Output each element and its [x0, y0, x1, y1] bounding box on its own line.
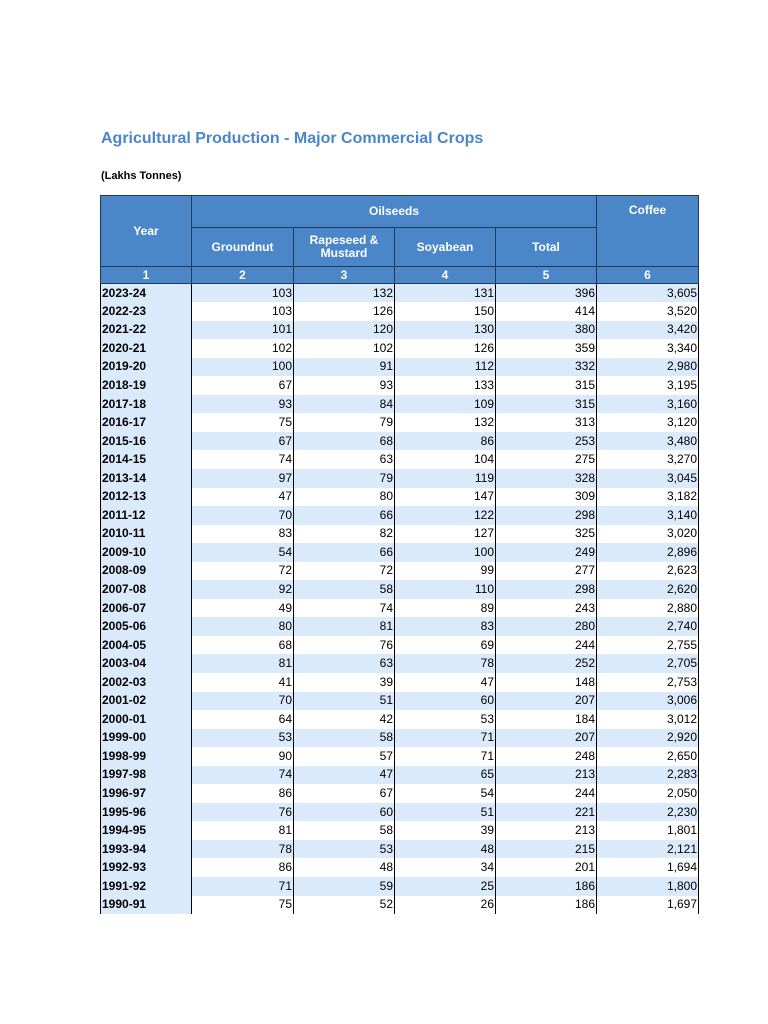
groundnut-cell: 100	[192, 358, 294, 377]
total-cell: 248	[496, 747, 597, 766]
table-row	[101, 321, 699, 340]
rapeseed-cell: 60	[294, 803, 395, 822]
rapeseed-cell: 57	[294, 747, 395, 766]
rapeseed-cell: 93	[294, 376, 395, 395]
page-title: Agricultural Production - Major Commercial Crops	[101, 130, 484, 147]
groundnut-cell: 67	[192, 376, 294, 395]
year-cell: 1999-00	[101, 729, 192, 748]
total-cell: 298	[496, 580, 597, 599]
year-cell: 1998-99	[101, 747, 192, 766]
total-cell: 315	[496, 376, 597, 395]
total-cell: 184	[496, 710, 597, 729]
year-cell: 2006-07	[101, 599, 192, 618]
groundnut-cell: 92	[192, 580, 294, 599]
column-number: 3	[294, 267, 395, 284]
coffee-cell: 3,012	[597, 710, 699, 729]
header-coffee: Coffee	[597, 196, 699, 267]
rapeseed-cell: 76	[294, 636, 395, 655]
table-row	[101, 302, 699, 321]
rapeseed-cell: 120	[294, 321, 395, 340]
table-row	[101, 358, 699, 377]
coffee-cell: 2,623	[597, 562, 699, 581]
table-row	[101, 710, 699, 729]
soyabean-cell: 69	[395, 636, 496, 655]
header-soyabean: Soyabean	[395, 228, 496, 267]
total-cell: 315	[496, 395, 597, 414]
soyabean-cell: 99	[395, 562, 496, 581]
soyabean-cell: 119	[395, 469, 496, 488]
year-cell: 2020-21	[101, 339, 192, 358]
coffee-cell: 3,006	[597, 692, 699, 711]
soyabean-cell: 65	[395, 766, 496, 785]
year-cell: 1992-93	[101, 858, 192, 877]
groundnut-cell: 71	[192, 877, 294, 896]
coffee-cell: 2,620	[597, 580, 699, 599]
coffee-cell: 3,160	[597, 395, 699, 414]
groundnut-cell: 68	[192, 636, 294, 655]
groundnut-cell: 103	[192, 284, 294, 303]
rapeseed-cell: 63	[294, 450, 395, 469]
table-row	[101, 840, 699, 859]
rapeseed-cell: 52	[294, 896, 395, 915]
rapeseed-cell: 72	[294, 562, 395, 581]
rapeseed-cell: 74	[294, 599, 395, 618]
header-rapeseed-line1: Rapeseed &	[309, 233, 379, 247]
year-cell: 2007-08	[101, 580, 192, 599]
rapeseed-cell: 79	[294, 413, 395, 432]
year-cell: 1995-96	[101, 803, 192, 822]
coffee-cell: 2,705	[597, 654, 699, 673]
total-cell: 186	[496, 877, 597, 896]
year-cell: 2012-13	[101, 488, 192, 507]
year-cell: 2022-23	[101, 302, 192, 321]
total-cell: 243	[496, 599, 597, 618]
total-cell: 313	[496, 413, 597, 432]
rapeseed-cell: 81	[294, 617, 395, 636]
coffee-cell: 2,755	[597, 636, 699, 655]
data-table	[100, 195, 699, 914]
rapeseed-cell: 58	[294, 821, 395, 840]
groundnut-cell: 76	[192, 803, 294, 822]
total-cell: 148	[496, 673, 597, 692]
rapeseed-cell: 91	[294, 358, 395, 377]
column-number: 6	[597, 267, 699, 284]
table-row	[101, 766, 699, 785]
groundnut-cell: 101	[192, 321, 294, 340]
soyabean-cell: 130	[395, 321, 496, 340]
total-cell: 359	[496, 339, 597, 358]
total-cell: 249	[496, 543, 597, 562]
total-cell: 215	[496, 840, 597, 859]
coffee-cell: 1,800	[597, 877, 699, 896]
year-cell: 1996-97	[101, 784, 192, 803]
rapeseed-cell: 66	[294, 506, 395, 525]
groundnut-cell: 53	[192, 729, 294, 748]
table-row	[101, 896, 699, 915]
soyabean-cell: 71	[395, 729, 496, 748]
table-row	[101, 395, 699, 414]
soyabean-cell: 132	[395, 413, 496, 432]
total-cell: 396	[496, 284, 597, 303]
total-cell: 201	[496, 858, 597, 877]
coffee-cell: 2,230	[597, 803, 699, 822]
header-total: Total	[496, 228, 597, 267]
year-cell: 2002-03	[101, 673, 192, 692]
column-number: 2	[192, 267, 294, 284]
rapeseed-cell: 59	[294, 877, 395, 896]
column-number: 1	[101, 267, 192, 284]
groundnut-cell: 97	[192, 469, 294, 488]
soyabean-cell: 104	[395, 450, 496, 469]
soyabean-cell: 78	[395, 654, 496, 673]
year-cell: 1993-94	[101, 840, 192, 859]
rapeseed-cell: 48	[294, 858, 395, 877]
rapeseed-cell: 42	[294, 710, 395, 729]
soyabean-cell: 60	[395, 692, 496, 711]
rapeseed-cell: 51	[294, 692, 395, 711]
groundnut-cell: 64	[192, 710, 294, 729]
table-row	[101, 284, 699, 303]
table-row	[101, 821, 699, 840]
groundnut-cell: 81	[192, 654, 294, 673]
total-cell: 277	[496, 562, 597, 581]
total-cell: 213	[496, 766, 597, 785]
soyabean-cell: 83	[395, 617, 496, 636]
coffee-cell: 2,283	[597, 766, 699, 785]
table-row	[101, 599, 699, 618]
total-cell: 252	[496, 654, 597, 673]
table-row	[101, 803, 699, 822]
total-cell: 325	[496, 525, 597, 544]
groundnut-cell: 81	[192, 821, 294, 840]
column-number: 5	[496, 267, 597, 284]
rapeseed-cell: 63	[294, 654, 395, 673]
rapeseed-cell: 47	[294, 766, 395, 785]
total-cell: 213	[496, 821, 597, 840]
soyabean-cell: 110	[395, 580, 496, 599]
groundnut-cell: 78	[192, 840, 294, 859]
groundnut-cell: 86	[192, 784, 294, 803]
rapeseed-cell: 68	[294, 432, 395, 451]
groundnut-cell: 83	[192, 525, 294, 544]
coffee-cell: 2,880	[597, 599, 699, 618]
soyabean-cell: 127	[395, 525, 496, 544]
groundnut-cell: 86	[192, 858, 294, 877]
coffee-cell: 3,195	[597, 376, 699, 395]
rapeseed-cell: 102	[294, 339, 395, 358]
soyabean-cell: 109	[395, 395, 496, 414]
groundnut-cell: 103	[192, 302, 294, 321]
header-groundnut: Groundnut	[192, 228, 294, 267]
table-row	[101, 339, 699, 358]
rapeseed-cell: 79	[294, 469, 395, 488]
total-cell: 309	[496, 488, 597, 507]
total-cell: 253	[496, 432, 597, 451]
rapeseed-cell: 53	[294, 840, 395, 859]
table-row	[101, 543, 699, 562]
table-row	[101, 580, 699, 599]
soyabean-cell: 51	[395, 803, 496, 822]
groundnut-cell: 72	[192, 562, 294, 581]
year-cell: 1991-92	[101, 877, 192, 896]
coffee-cell: 1,801	[597, 821, 699, 840]
table-row	[101, 488, 699, 507]
coffee-cell: 2,650	[597, 747, 699, 766]
coffee-cell: 2,753	[597, 673, 699, 692]
table-row	[101, 506, 699, 525]
coffee-cell: 3,480	[597, 432, 699, 451]
coffee-cell: 3,340	[597, 339, 699, 358]
column-number: 4	[395, 267, 496, 284]
table-row	[101, 450, 699, 469]
rapeseed-cell: 66	[294, 543, 395, 562]
soyabean-cell: 53	[395, 710, 496, 729]
coffee-cell: 3,182	[597, 488, 699, 507]
soyabean-cell: 112	[395, 358, 496, 377]
table-row	[101, 747, 699, 766]
column-number-row	[101, 267, 699, 284]
soyabean-cell: 147	[395, 488, 496, 507]
total-cell: 414	[496, 302, 597, 321]
coffee-cell: 3,140	[597, 506, 699, 525]
coffee-cell: 3,045	[597, 469, 699, 488]
total-cell: 298	[496, 506, 597, 525]
coffee-cell: 3,020	[597, 525, 699, 544]
year-cell: 2004-05	[101, 636, 192, 655]
total-cell: 244	[496, 636, 597, 655]
soyabean-cell: 150	[395, 302, 496, 321]
rapeseed-cell: 84	[294, 395, 395, 414]
table-row	[101, 877, 699, 896]
rapeseed-cell: 82	[294, 525, 395, 544]
year-cell: 1994-95	[101, 821, 192, 840]
groundnut-cell: 70	[192, 692, 294, 711]
coffee-cell: 3,420	[597, 321, 699, 340]
table-body	[101, 284, 699, 915]
year-cell: 2023-24	[101, 284, 192, 303]
soyabean-cell: 71	[395, 747, 496, 766]
total-cell: 207	[496, 692, 597, 711]
total-cell: 280	[496, 617, 597, 636]
soyabean-cell: 39	[395, 821, 496, 840]
soyabean-cell: 100	[395, 543, 496, 562]
groundnut-cell: 75	[192, 896, 294, 915]
header-oilseeds: Oilseeds	[192, 196, 597, 228]
soyabean-cell: 133	[395, 376, 496, 395]
total-cell: 221	[496, 803, 597, 822]
table-row	[101, 673, 699, 692]
coffee-cell: 2,050	[597, 784, 699, 803]
soyabean-cell: 54	[395, 784, 496, 803]
rapeseed-cell: 67	[294, 784, 395, 803]
table-row	[101, 784, 699, 803]
unit-note: (Lakhs Tonnes)	[101, 170, 182, 182]
table-row	[101, 376, 699, 395]
table-row	[101, 562, 699, 581]
coffee-cell: 2,896	[597, 543, 699, 562]
year-cell: 2016-17	[101, 413, 192, 432]
groundnut-cell: 90	[192, 747, 294, 766]
year-cell: 1997-98	[101, 766, 192, 785]
coffee-cell: 1,697	[597, 896, 699, 915]
year-cell: 2001-02	[101, 692, 192, 711]
coffee-cell: 3,120	[597, 413, 699, 432]
total-cell: 207	[496, 729, 597, 748]
groundnut-cell: 41	[192, 673, 294, 692]
year-cell: 2019-20	[101, 358, 192, 377]
soyabean-cell: 34	[395, 858, 496, 877]
coffee-cell: 1,694	[597, 858, 699, 877]
year-cell: 2000-01	[101, 710, 192, 729]
soyabean-cell: 26	[395, 896, 496, 915]
year-cell: 2010-11	[101, 525, 192, 544]
coffee-cell: 3,605	[597, 284, 699, 303]
total-cell: 186	[496, 896, 597, 915]
header-year: Year	[101, 196, 192, 267]
soyabean-cell: 48	[395, 840, 496, 859]
header-rapeseed-mustard	[294, 228, 395, 267]
year-cell: 2017-18	[101, 395, 192, 414]
year-cell: 2021-22	[101, 321, 192, 340]
total-cell: 244	[496, 784, 597, 803]
year-cell: 2013-14	[101, 469, 192, 488]
coffee-cell: 3,270	[597, 450, 699, 469]
coffee-cell: 2,740	[597, 617, 699, 636]
year-cell: 2003-04	[101, 654, 192, 673]
table-row	[101, 617, 699, 636]
groundnut-cell: 67	[192, 432, 294, 451]
year-cell: 2015-16	[101, 432, 192, 451]
year-cell: 2009-10	[101, 543, 192, 562]
year-cell: 2018-19	[101, 376, 192, 395]
table-row	[101, 469, 699, 488]
groundnut-cell: 74	[192, 450, 294, 469]
groundnut-cell: 80	[192, 617, 294, 636]
soyabean-cell: 122	[395, 506, 496, 525]
table-row	[101, 432, 699, 451]
groundnut-cell: 47	[192, 488, 294, 507]
table-row	[101, 636, 699, 655]
rapeseed-cell: 80	[294, 488, 395, 507]
soyabean-cell: 25	[395, 877, 496, 896]
coffee-cell: 2,121	[597, 840, 699, 859]
soyabean-cell: 126	[395, 339, 496, 358]
total-cell: 328	[496, 469, 597, 488]
groundnut-cell: 102	[192, 339, 294, 358]
total-cell: 332	[496, 358, 597, 377]
groundnut-cell: 93	[192, 395, 294, 414]
table-row	[101, 525, 699, 544]
year-cell: 2014-15	[101, 450, 192, 469]
rapeseed-cell: 126	[294, 302, 395, 321]
header-rapeseed-line2: Mustard	[320, 246, 368, 260]
table-row	[101, 729, 699, 748]
soyabean-cell: 86	[395, 432, 496, 451]
table-row	[101, 654, 699, 673]
coffee-cell: 3,520	[597, 302, 699, 321]
groundnut-cell: 70	[192, 506, 294, 525]
total-cell: 275	[496, 450, 597, 469]
year-cell: 2005-06	[101, 617, 192, 636]
rapeseed-cell: 132	[294, 284, 395, 303]
soyabean-cell: 47	[395, 673, 496, 692]
groundnut-cell: 75	[192, 413, 294, 432]
coffee-cell: 2,980	[597, 358, 699, 377]
soyabean-cell: 89	[395, 599, 496, 618]
total-cell: 380	[496, 321, 597, 340]
year-cell: 2011-12	[101, 506, 192, 525]
rapeseed-cell: 58	[294, 729, 395, 748]
rapeseed-cell: 39	[294, 673, 395, 692]
groundnut-cell: 74	[192, 766, 294, 785]
table-row	[101, 692, 699, 711]
coffee-cell: 2,920	[597, 729, 699, 748]
table-row	[101, 858, 699, 877]
year-cell: 2008-09	[101, 562, 192, 581]
groundnut-cell: 49	[192, 599, 294, 618]
year-cell: 1990-91	[101, 896, 192, 915]
table-row	[101, 413, 699, 432]
rapeseed-cell: 58	[294, 580, 395, 599]
groundnut-cell: 54	[192, 543, 294, 562]
soyabean-cell: 131	[395, 284, 496, 303]
